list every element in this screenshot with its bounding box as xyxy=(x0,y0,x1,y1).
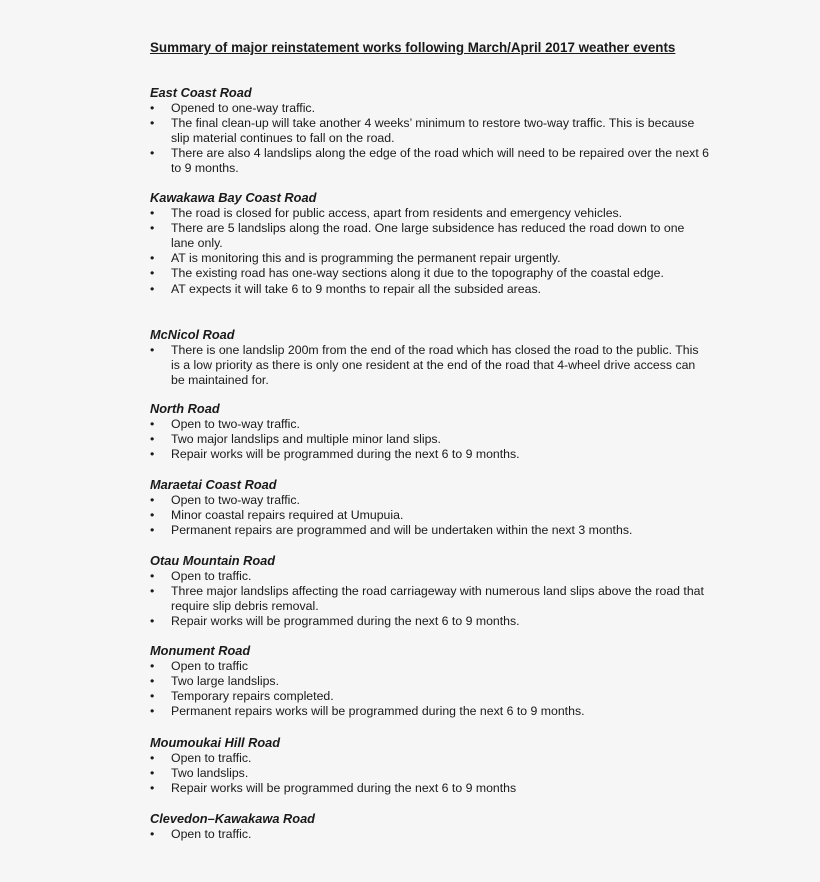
bullet-icon: • xyxy=(150,568,155,583)
list-item-text: Temporary repairs completed. xyxy=(171,688,334,703)
bullet-list xyxy=(150,417,710,463)
list-item-text: Repair works will be programmed during the next 6 to 9 months xyxy=(171,780,517,795)
bullet-icon: • xyxy=(150,688,155,703)
bullet-list xyxy=(150,206,710,297)
list-item-text: Opened to one-way traffic. xyxy=(171,100,316,115)
bullet-list xyxy=(150,569,710,630)
list-item-text: The road is closed for public access, apart from residents and emergency vehicles. xyxy=(171,205,623,220)
section xyxy=(150,401,710,462)
list-item xyxy=(150,266,710,281)
section xyxy=(150,85,710,177)
section-heading: Otau Mountain Road xyxy=(150,553,276,568)
bullet-icon: • xyxy=(150,146,155,161)
list-item xyxy=(150,569,710,584)
list-item-text: AT expects it will take 6 to 9 months to repair all the subsided areas. xyxy=(171,281,542,296)
section xyxy=(150,190,710,297)
list-item xyxy=(150,343,710,389)
list-item xyxy=(150,282,710,297)
list-item xyxy=(150,614,710,629)
list-item xyxy=(150,206,710,221)
bullet-icon: • xyxy=(150,673,155,688)
list-item-text: Two large landslips. xyxy=(171,673,279,688)
bullet-list xyxy=(150,827,710,842)
list-item xyxy=(150,659,710,674)
section xyxy=(150,327,710,388)
bullet-icon: • xyxy=(150,507,155,522)
section-heading: East Coast Road xyxy=(150,85,252,100)
list-item-text: Open to traffic xyxy=(171,658,249,673)
list-item xyxy=(150,432,710,447)
bullet-icon: • xyxy=(150,100,155,115)
list-item-text: AT is monitoring this and is programming the permanent repair urgently. xyxy=(171,251,561,266)
list-item-text: Repair works will be programmed during the next 6 to 9 months. xyxy=(171,614,520,629)
bullet-icon: • xyxy=(150,266,155,281)
section xyxy=(150,553,710,629)
list-item xyxy=(150,508,710,523)
bullet-list xyxy=(150,101,710,177)
list-item-text: The existing road has one-way sections along it due to the topography of the coastal edge. xyxy=(171,266,664,281)
list-item-text: Open to traffic. xyxy=(171,568,252,583)
bullet-icon: • xyxy=(150,492,155,507)
bullet-icon: • xyxy=(150,342,155,357)
list-item-text: Open to traffic. xyxy=(171,750,252,765)
list-item xyxy=(150,447,710,462)
list-item-text: Open to two-way traffic. xyxy=(171,492,300,507)
section-heading: McNicol Road xyxy=(150,327,235,342)
bullet-list xyxy=(150,343,710,389)
list-item xyxy=(150,417,710,432)
list-item-text: Two landslips. xyxy=(171,765,249,780)
bullet-icon: • xyxy=(150,281,155,296)
bullet-list xyxy=(150,493,710,539)
list-item-text: There are 5 landslips along the road. One large subsidence has reduced the road down to one lane only. xyxy=(171,220,685,250)
section-heading: Maraetai Coast Road xyxy=(150,477,277,492)
list-item-text: Two major landslips and multiple minor land slips. xyxy=(171,431,441,446)
bullet-icon: • xyxy=(150,446,155,461)
bullet-icon: • xyxy=(150,416,155,431)
bullet-icon: • xyxy=(150,251,155,266)
list-item xyxy=(150,766,710,781)
list-item xyxy=(150,781,710,796)
section xyxy=(150,477,710,538)
list-item-text: Repair works will be programmed during the next 6 to 9 months. xyxy=(171,446,520,461)
bullet-icon: • xyxy=(150,750,155,765)
list-item xyxy=(150,116,710,146)
section-heading: Clevedon–Kawakawa Road xyxy=(150,811,315,826)
bullet-icon: • xyxy=(150,780,155,795)
list-item xyxy=(150,146,710,176)
list-item xyxy=(150,493,710,508)
bullet-list xyxy=(150,751,710,797)
list-item xyxy=(150,221,710,251)
list-item xyxy=(150,827,710,842)
list-item xyxy=(150,751,710,766)
list-item-text: Open to traffic. xyxy=(171,826,252,841)
section xyxy=(150,643,710,719)
list-item-text: Permanent repairs works will be programmed during the next 6 to 9 months. xyxy=(171,704,585,719)
list-item-text: Three major landslips affecting the road carriageway with numerous land slips above the road that require slip debris removal. xyxy=(171,583,704,613)
list-item xyxy=(150,251,710,266)
section xyxy=(150,811,710,842)
bullet-icon: • xyxy=(150,115,155,130)
list-item-text: Open to two-way traffic. xyxy=(171,416,300,431)
bullet-icon: • xyxy=(150,826,155,841)
section-heading: Kawakawa Bay Coast Road xyxy=(150,190,317,205)
bullet-icon: • xyxy=(150,704,155,719)
section-heading: North Road xyxy=(150,401,220,416)
bullet-icon: • xyxy=(150,205,155,220)
bullet-icon: • xyxy=(150,614,155,629)
bullet-icon: • xyxy=(150,765,155,780)
list-item xyxy=(150,704,710,719)
list-item-text: Minor coastal repairs required at Umupuia. xyxy=(171,507,404,522)
list-item-text: There is one landslip 200m from the end of the road which has closed the road to the public. This is a low priority as there is only one resident at the end of the road that 4-wheel drive access can be maintained for. xyxy=(171,342,699,387)
list-item-text: The final clean-up will take another 4 weeks’ minimum to restore two-way traffic. This is because slip material continues to fall on the road. xyxy=(171,115,695,145)
bullet-icon: • xyxy=(150,658,155,673)
section-heading: Moumoukai Hill Road xyxy=(150,735,281,750)
bullet-icon: • xyxy=(150,431,155,446)
section-heading: Monument Road xyxy=(150,643,251,658)
list-item-text: There are also 4 landslips along the edge of the road which will need to be repaired over the next 6 to 9 months. xyxy=(171,146,709,176)
bullet-list xyxy=(150,659,710,720)
list-item-text: Permanent repairs are programmed and will be undertaken within the next 3 months. xyxy=(171,522,633,537)
list-item xyxy=(150,101,710,116)
document-title: Summary of major reinstatement works following March/April 2017 weather events xyxy=(150,40,676,55)
list-item xyxy=(150,674,710,689)
bullet-icon: • xyxy=(150,220,155,235)
list-item xyxy=(150,584,710,614)
bullet-icon: • xyxy=(150,583,155,598)
bullet-icon: • xyxy=(150,522,155,537)
list-item xyxy=(150,523,710,538)
section xyxy=(150,735,710,796)
list-item xyxy=(150,689,710,704)
